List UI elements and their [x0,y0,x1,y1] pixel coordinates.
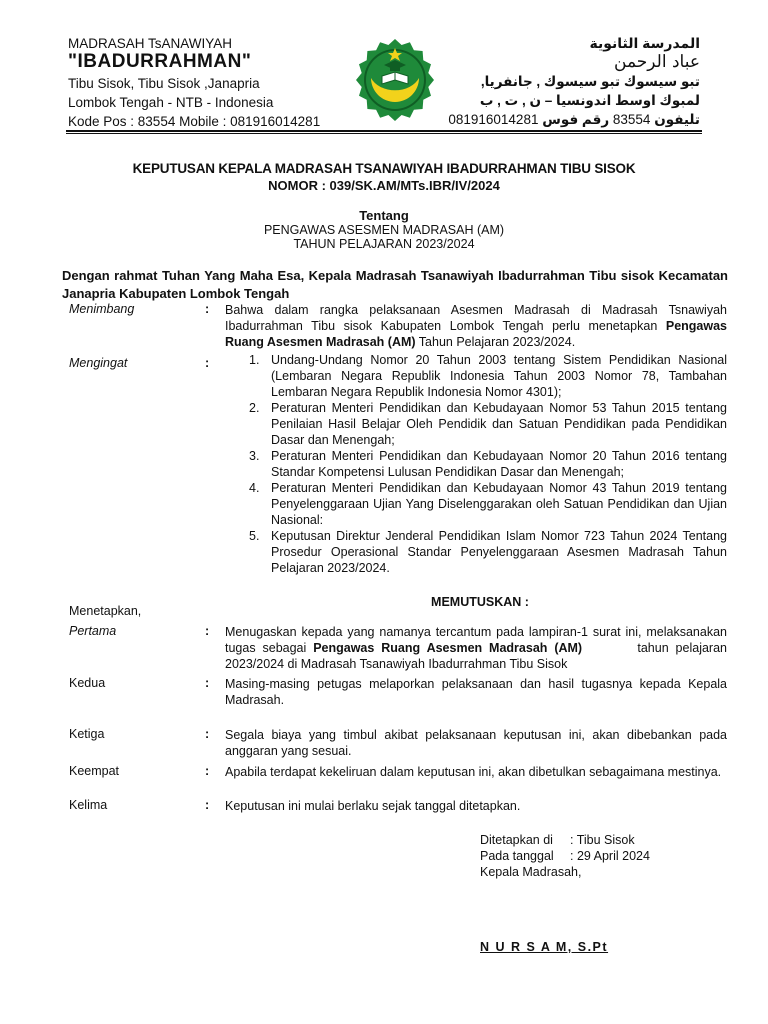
list-item [225,352,727,400]
signer-name: N U R S A M, S.Pt [480,940,609,954]
kelima-colon: : [205,798,210,812]
memutuskan-heading: MEMUTUSKAN : [431,595,529,609]
tentang-heading: Tentang [359,208,409,223]
pertama-colon: : [205,624,210,638]
arabic-school-name: عباد الرحمن [614,52,700,72]
pertama-label: Pertama [69,624,117,638]
arabic-phone: 081916014281 [448,112,539,127]
address-line: Tibu Sisok, Tibu Sisok ,Janapria [68,76,260,91]
menimbang-text-part: Tahun Pelajaran 2023/2024. [415,335,576,349]
pertama-text [225,624,731,672]
menimbang-colon: : [205,302,210,316]
list-item-number: 5. [249,529,260,543]
letterhead-divider-thin [66,133,702,134]
decree-title: KEPUTUSAN KEPALA MADRASAH TSANAWIYAH IBADURRAHMAN TIBU SISOK [132,161,636,176]
ditetapkan-label: Ditetapkan di [480,833,553,847]
list-item-text: Peraturan Menteri Pendidikan dan Kebudayaan Nomor 53 Tahun 2015 tentang Penilaian Hasil Belajar Oleh Pendidik dan Satuan Pendidikan pada Pendidikan Dasar dan Menengah; [271,401,727,447]
menimbang-text-part: Bahwa dalam rangka pelaksanaan Asesmen Madrasah di Madrasah Tsnawiyah Ibadurrahman Tibu sisok Kabupaten Lombok Tengah perlu menetapkan [225,303,727,333]
letterhead-divider-thick [66,130,702,132]
kelima-label: Kelima [69,798,108,812]
list-item [225,400,727,448]
menetapkan-label: Menetapkan, [69,604,142,618]
arabic-phone-label: تليفون [654,112,700,127]
mengingat-list [225,352,727,576]
tanggal-value: : 29 April 2024 [570,849,650,863]
decree-number: NOMOR : 039/SK.AM/MTs.IBR/IV/2024 [268,178,500,193]
list-item-text: Peraturan Menteri Pendidikan dan Kebudayaan Nomor 43 Tahun 2019 tentang Penyelenggaraan Ujian Yang Diselenggarakan oleh Satuan Pendidikan dan Ujian Nasional: [271,481,727,527]
list-item-number: 2. [249,401,260,415]
list-item-number: 1. [249,353,260,367]
arabic-contact-line [400,110,700,129]
kedua-label: Kedua [69,676,106,690]
contact-line: Kode Pos : 83554 Mobile : 081916014281 [68,114,321,129]
arabic-postcode-label: رقم فوس [542,112,610,127]
list-item [225,448,727,480]
opening-statement: Dengan rahmat Tuhan Yang Maha Esa, Kepala Madrasah Tsanawiyah Ibadurrahman Tibu sisok Kecamatan Janapria Kabupaten Lombok Tengah [62,268,728,301]
list-item-number: 4. [249,481,260,495]
tanggal-label: Pada tanggal [480,849,554,863]
ditetapkan-row [480,832,650,848]
pertama-text-bold: Pengawas Ruang Asesmen Madrasah (AM) [313,641,583,655]
pertama-text-part: tahun pelajaran 2023/2024 di Madrasah Tsanawiyah Ibadurrahman Tibu Sisok [225,641,731,671]
ketiga-text: Segala biaya yang timbul akibat pelaksanaan keputusan ini, akan dibebankan pada anggaran yang sesuai. [225,728,727,758]
list-item [225,480,727,528]
school-name: "IBADURRAHMAN" [68,51,252,72]
mengingat-label: Mengingat [69,356,128,370]
kedua-text: Masing-masing petugas melaporkan pelaksanaan dan hasil tugasnya kepada Kepala Madrasah. [225,677,727,707]
logo-cap-base [390,66,400,71]
pertama-text-part: Menugaskan kepada yang namanya tercantum pada lampiran-1 surat ini, melaksanakan tugas sebagai [225,625,731,655]
ketiga-label: Ketiga [69,727,105,741]
signer-position: Kepala Madrasah, [480,865,582,879]
list-item-text: Peraturan Menteri Pendidikan dan Kebudayaan Nomor 20 Tahun 2016 tentang Standar Kompetensi Lulusan Pendidikan Dasar dan Menengah; [271,449,727,479]
keempat-colon: : [205,764,210,778]
list-item-text: Undang-Undang Nomor 20 Tahun 2003 tentang Sistem Pendidikan Nasional (Lembaran Negara Republik Indonesia Tahun 2003 Nomor 78, Tambahan Lembaran Negara Republik Indonesia Nomor 4301); [271,353,727,399]
mengingat-colon: : [205,356,210,370]
region-line: Lombok Tengah - NTB - Indonesia [68,95,274,110]
signature-block [480,832,650,880]
school-type: MADRASAH TsANAWIYAH [68,36,233,51]
kelima-text: Keputusan ini mulai berlaku sejak tanggal ditetapkan. [225,799,521,813]
menimbang-text-bold: Pengawas Ruang Asesmen Madrasah (AM) [225,319,727,349]
arabic-region-line: لمبوك اوسط اندونسيا – ن , ت , ب [479,93,700,108]
letterhead-right [400,34,700,129]
ditetapkan-value: : Tibu Sisok [570,833,635,847]
ketiga-colon: : [205,727,210,741]
keempat-text: Apabila terdapat kekeliruan dalam keputusan ini, akan dibetulkan sebagaimana mestinya. [225,765,722,779]
arabic-postcode: 83554 [612,112,651,127]
list-item-text: Keputusan Direktur Jenderal Pendidikan Islam Nomor 723 Tahun 2024 Tentang Prosedur Operasional Standar Penyelenggaraan Asesmen Madrasah Tahun Pelajaran 2023/2024. [271,529,727,575]
kedua-colon: : [205,676,210,690]
list-item [225,528,727,576]
decree-subject: PENGAWAS ASESMEN MADRASAH (AM) [263,223,505,237]
arabic-school-type: المدرسة الثانوية [589,35,700,51]
letterhead-left [68,34,368,131]
tanggal-row [480,848,650,864]
list-item-number: 3. [249,449,260,463]
menimbang-label: Menimbang [69,302,135,316]
arabic-address-line: تبو سيسوك تبو سيسوك , جانفريا, [480,74,700,89]
decree-academic-year: TAHUN PELAJARAN 2023/2024 [293,237,475,251]
keempat-label: Keempat [69,764,120,778]
menimbang-text [225,302,727,350]
